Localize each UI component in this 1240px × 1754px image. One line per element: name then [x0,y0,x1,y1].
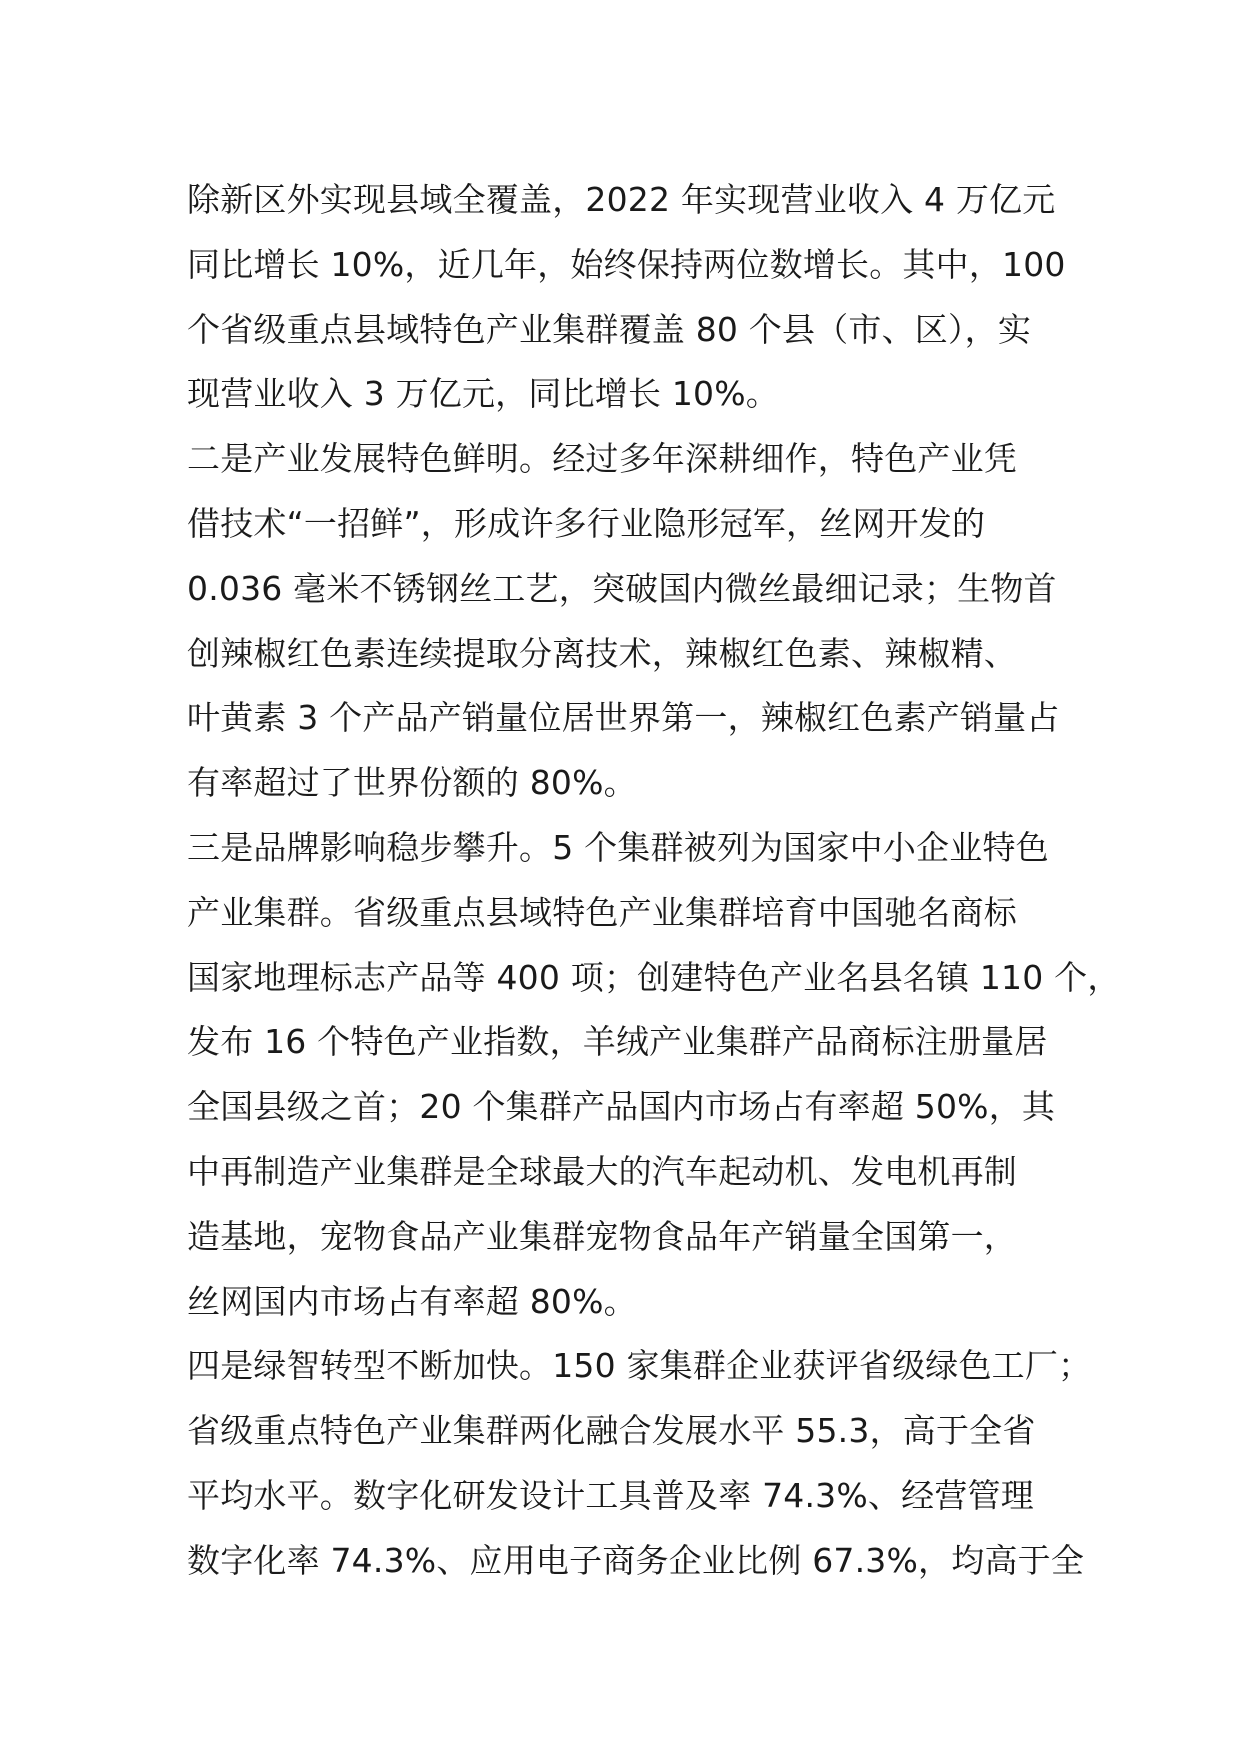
text-line: 有率超过了世界份额的 80%。 [187,763,637,803]
text-line: 三是品牌影响稳步攀升。5 个集群被列为国家中小企业特色 [187,827,1049,867]
body-text [187,168,1121,1594]
text-line: 丝网国内市场占有率超 80%。 [187,1281,637,1321]
text-line: 二是产业发展特色鲜明。经过多年深耕细作，特色产业凭 [187,439,1017,479]
text-line: 同比增长 10%，近几年，始终保持两位数增长。其中，100 [187,244,1066,284]
text-line: 除新区外实现县域全覆盖，2022 年实现营业收入 4 万亿元 [187,180,1056,219]
text-line: 数字化率 74.3%、应用电子商务企业比例 67.3%，均高于全 [187,1540,1085,1580]
text-line: 国家地理标志产品等 400 项；创建特色产业名县名镇 110 个， [187,957,1121,997]
text-line: 中再制造产业集群是全球最大的汽车起动机、发电机再制 [187,1151,1017,1191]
text-line: 产业集群。省级重点县域特色产业集群培育中国驰名商标 [187,892,1017,932]
text-line: 创辣椒红色素连续提取分离技术，辣椒红色素、辣椒精、 [187,633,1017,673]
text-line: 借技术“一招鲜”，形成许多行业隐形冠军，丝网开发的 [187,503,986,543]
text-line: 个省级重点县域特色产业集群覆盖 80 个县（市、区），实 [187,309,1032,349]
text-line: 四是绿智转型不断加快。150 家集群企业获评省级绿色工厂； [187,1346,1092,1386]
text-line: 省级重点特色产业集群两化融合发展水平 55.3，高于全省 [187,1411,1036,1451]
text-line: 平均水平。数字化研发设计工具普及率 74.3%、经营管理 [187,1475,1034,1515]
text-line: 发布 16 个特色产业指数，羊绒产业集群产品商标注册量居 [187,1022,1048,1062]
text-line: 叶黄素 3 个产品产销量位居世界第一，辣椒红色素产销量占 [187,698,1060,738]
text-line: 0.036 毫米不锈钢丝工艺，突破国内微丝最细记录；生物首 [187,568,1057,608]
text-line: 全国县级之首；20 个集群产品国内市场占有率超 50%，其 [187,1087,1056,1127]
text-line: 造基地，宠物食品产业集群宠物食品年产销量全国第一， [187,1216,1017,1256]
text-line: 现营业收入 3 万亿元，同比增长 10%。 [187,374,780,414]
